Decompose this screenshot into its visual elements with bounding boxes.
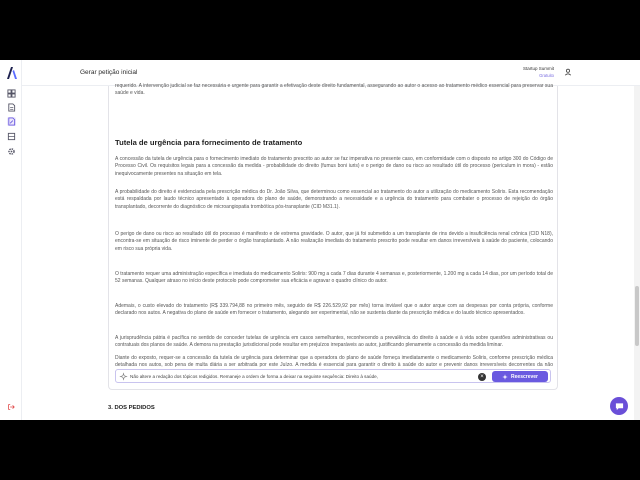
sidebar-item-settings[interactable] (7, 147, 16, 156)
gear-icon (7, 147, 16, 156)
page-title: Gerar petição inicial (80, 69, 138, 76)
rewrite-prompt-bar (115, 369, 551, 383)
paragraph: Diante do exposto, requer-se a concessão da tutela de urgência para determinar que a operadora do plano de saúde forneça imediatamente o medicamento Soliris, conforme prescrição médica detalhada nos autos, sob pena de multa diária a ser arbitrada por este Juízo. A medida é essencial para garantir o direito à saúde do autor e prevenir danos irreversíveis decorrentes da não (115, 355, 553, 369)
paragraph: Ademais, o custo elevado do tratamento (R$ 339.794,88 no primeiro mês, seguido de R$ 226.529,92 por mês) torna inviável que o autor arque com as despesas por conta própria, conforme declarado nos autos. A negativa do plano de saúde em fornecer o tratamento, alegando ser experimental, não se sustenta diante da prescrição médica e do laudo técnico apresentados. (115, 303, 553, 317)
app-window (0, 60, 640, 420)
rewrite-instruction-input[interactable] (130, 372, 460, 381)
user-icon[interactable] (564, 68, 572, 76)
sidebar-item-inbox[interactable] (7, 132, 16, 141)
paragraph: A probabilidade do direito é evidenciada pela prescrição médica do Dr. João Silva, que determinou como essencial ao tratamento do autor a utilização do medicamento Soliris. Esta recomendação está respaldada por laudo técnico apresentado à operadora do plano de saúde, demonstrando a necessidade e a urgência do tratamento para combater o processo de rejeição do órgão transplantado, decorrente do diagnóstico de microangiopatia trombótica pós-transplante (CID M31.1). (115, 189, 553, 210)
paragraph: A concessão da tutela de urgência para o fornecimento imediato do tratamento prescrito ao autor se faz imperativa no presente caso, em conformidade com o disposto no artigo 300 do Código de Processo Civil. Os requisitos legais para a concessão da medida - probabilidade do direito (fumus boni iuris) e o perigo de dano ou risco ao resultado útil do processo (periculum in mora) - estão inequivocamente presentes na situação em tela. (115, 156, 553, 177)
company-name: Startup Summit (522, 66, 554, 71)
rewrite-button-label: Reescrever (511, 373, 538, 380)
black-letterbox-bottom (0, 420, 640, 480)
chat-icon (615, 402, 624, 411)
sidebar-item-petition[interactable] (7, 117, 16, 126)
dashboard-icon (7, 89, 16, 98)
scrollbar-thumb[interactable] (635, 286, 639, 346)
scrollbar[interactable] (634, 86, 640, 420)
logout-icon[interactable] (7, 403, 15, 411)
document-icon (7, 103, 16, 112)
sidebar-item-documents[interactable] (7, 103, 16, 112)
app-logo (5, 66, 19, 80)
petition-icon (7, 117, 16, 126)
black-letterbox-top (0, 0, 640, 60)
inbox-icon (7, 132, 16, 141)
section-heading: Tutela de urgência para fornecimento de tratamento (115, 138, 303, 147)
sparkle-icon (120, 373, 127, 380)
sidebar-item-dashboard[interactable] (7, 89, 16, 98)
sidebar (0, 60, 22, 420)
clear-icon[interactable]: × (478, 373, 486, 381)
section-title-pedidos: 3. DOS PEDIDOS (108, 405, 155, 411)
section-card (108, 83, 558, 390)
intro-paragraph: requerido. A intervenção judicial se faz necessária e urgente para garantir a efetivação deste direito fundamental, assegurando ao autor o acesso ao tratamento médico essencial para preservar sua saúde e vida. (115, 83, 553, 97)
rewrite-button[interactable] (492, 371, 548, 382)
sparkle-icon (502, 374, 508, 380)
plan-badge: Gratuito (539, 73, 554, 78)
paragraph: A jurisprudência pátria é pacífica no sentido de conceder tutelas de urgência em casos semelhantes, reconhecendo a prevalência do direito à saúde e à vida sobre questões administrativas ou contratuais dos planos de saúde. A demora na prestação jurisdicional pode resultar em prejuízos irreparáveis ao autor, justificando plenamente a concessão da medida liminar. (115, 335, 553, 349)
petition-editor (108, 83, 558, 420)
chat-button[interactable] (610, 397, 628, 415)
paragraph: O tratamento requer uma administração específica e imediata do medicamento Soliris: 900 mg a cada 7 dias durante 4 semanas e, posteriormente, 1.200 mg a cada 14 dias, por um período total de 52 semanas. Qualquer atraso no início deste protocolo pode comprometer sua eficácia e agravar o quadro clínico do autor. (115, 271, 553, 285)
paragraph: O perigo de dano ou risco ao resultado útil do processo é manifesto e de extrema gravidade. O autor, que já foi submetido a um transplante de rins devido a insuficiência renal crônica (CID N18), encontra-se em situação de risco iminente de perder o órgão transplantado. A não realização imediata do tratamento prescrito pode resultar em danos irreversíveis à saúde do paciente, colocando em risco sua própria vida. (115, 231, 553, 252)
